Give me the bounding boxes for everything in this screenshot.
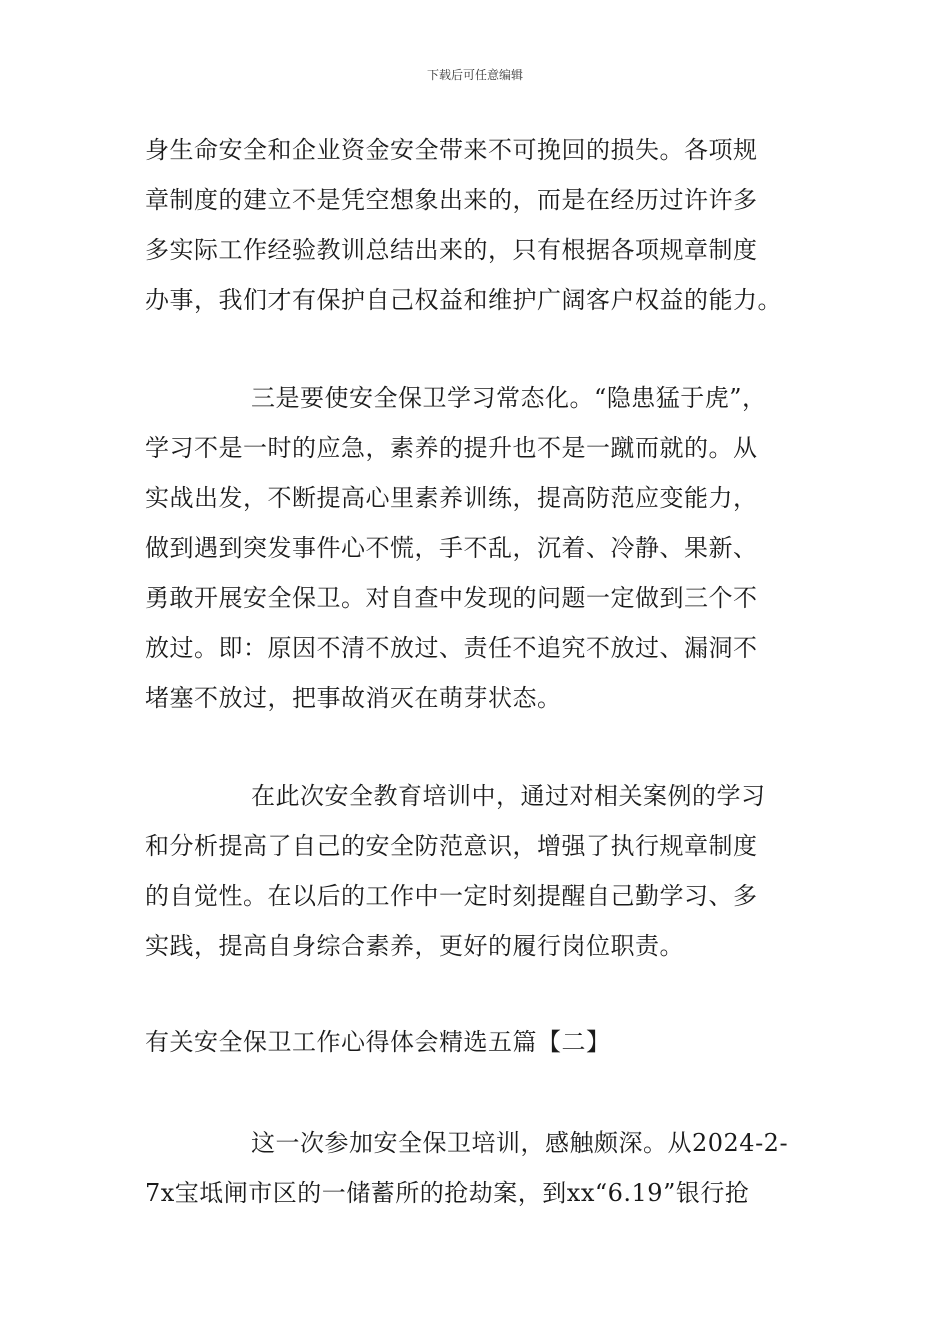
paragraph-line: 的自觉性。在以后的工作中一定时刻提醒自己勤学习、多 [145, 882, 758, 910]
paragraph-1 [145, 136, 815, 336]
section-heading-text: 有关安全保卫工作心得体会精选五篇【二】 [145, 1028, 611, 1056]
paragraph-line: 办事，我们才有保护自己权益和维护广阔客户权益的能力。 [145, 286, 782, 314]
section-heading [145, 1028, 815, 1078]
paragraph-line: 实战出发，不断提高心里素养训练，提高防范应变能力， [145, 484, 758, 512]
paragraph-line: 多实际工作经验教训总结出来的，只有根据各项规章制度 [145, 236, 758, 264]
paragraph-line: 实践，提高自身综合素养，更好的履行岗位职责。 [145, 932, 684, 960]
paragraph-line: 和分析提高了自己的安全防范意识，增强了执行规章制度 [145, 832, 758, 860]
paragraph-line: 做到遇到突发事件心不慌，手不乱，沉着、冷静、果新、 [145, 534, 758, 562]
paragraph-line: 堵塞不放过，把事故消灭在萌芽状态。 [145, 684, 562, 712]
paragraph-line: 三是要使安全保卫学习常态化。“隐患猛于虎”， [251, 384, 767, 412]
paragraph-line: 这一次参加安全保卫培训，感触颇深。从2024-2- [251, 1129, 789, 1157]
paragraph-line: 学习不是一时的应急，素养的提升也不是一蹴而就的。从 [145, 434, 758, 462]
paragraph-4 [145, 1129, 815, 1229]
paragraph-line: 章制度的建立不是凭空想象出来的，而是在经历过许许多 [145, 186, 758, 214]
paragraph-line: 勇敢开展安全保卫。对自查中发现的问题一定做到三个不 [145, 584, 758, 612]
paragraph-line: 身生命安全和企业资金安全带来不可挽回的损失。各项规 [145, 136, 758, 164]
paragraph-3 [145, 782, 815, 982]
paragraph-line: 在此次安全教育培训中，通过对相关案例的学习 [251, 782, 766, 810]
page-header-note: 下载后可任意编辑 [426, 68, 523, 82]
paragraph-2 [145, 384, 815, 734]
paragraph-line: 放过。即：原因不清不放过、责任不追究不放过、漏洞不 [145, 634, 758, 662]
paragraph-line: 7x宝坻闸市区的一储蓄所的抢劫案，到xx“6.19”银行抢 [145, 1179, 750, 1207]
